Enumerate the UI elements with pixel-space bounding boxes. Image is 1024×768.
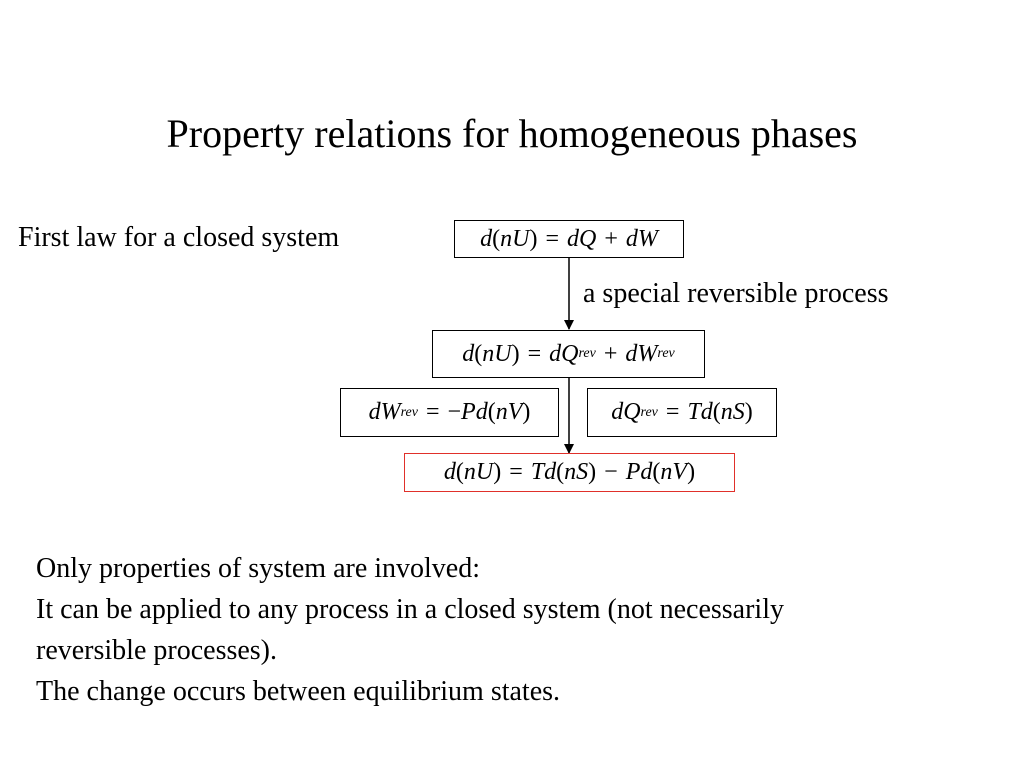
first-law-label: First law for a closed system <box>18 222 340 253</box>
equation-reversible-work: dW rev = − Pd ( nV ) <box>340 388 559 437</box>
paragraph-line: It can be applied to any process in a closed system (not necessarily <box>36 594 784 625</box>
explanation-paragraph <box>36 548 996 712</box>
paragraph-line: reversible processes). <box>36 635 278 666</box>
slide-title: Property relations for homogeneous phases <box>166 111 858 156</box>
equation-reversible-first-law: d ( nU ) = dQ rev + dW rev <box>432 330 705 378</box>
equation-fundamental-relation: d ( nU ) = Td ( nS ) − Pd ( nV ) <box>404 453 735 492</box>
paragraph-line: Only properties of system are involved: <box>36 553 481 584</box>
equation-first-law: d ( nU ) = dQ + dW <box>454 220 684 258</box>
equation-reversible-heat: dQ rev = Td ( nS ) <box>587 388 777 437</box>
paragraph-line: The change occurs between equilibrium states. <box>36 676 561 707</box>
process-label: a special reversible process <box>583 278 889 309</box>
